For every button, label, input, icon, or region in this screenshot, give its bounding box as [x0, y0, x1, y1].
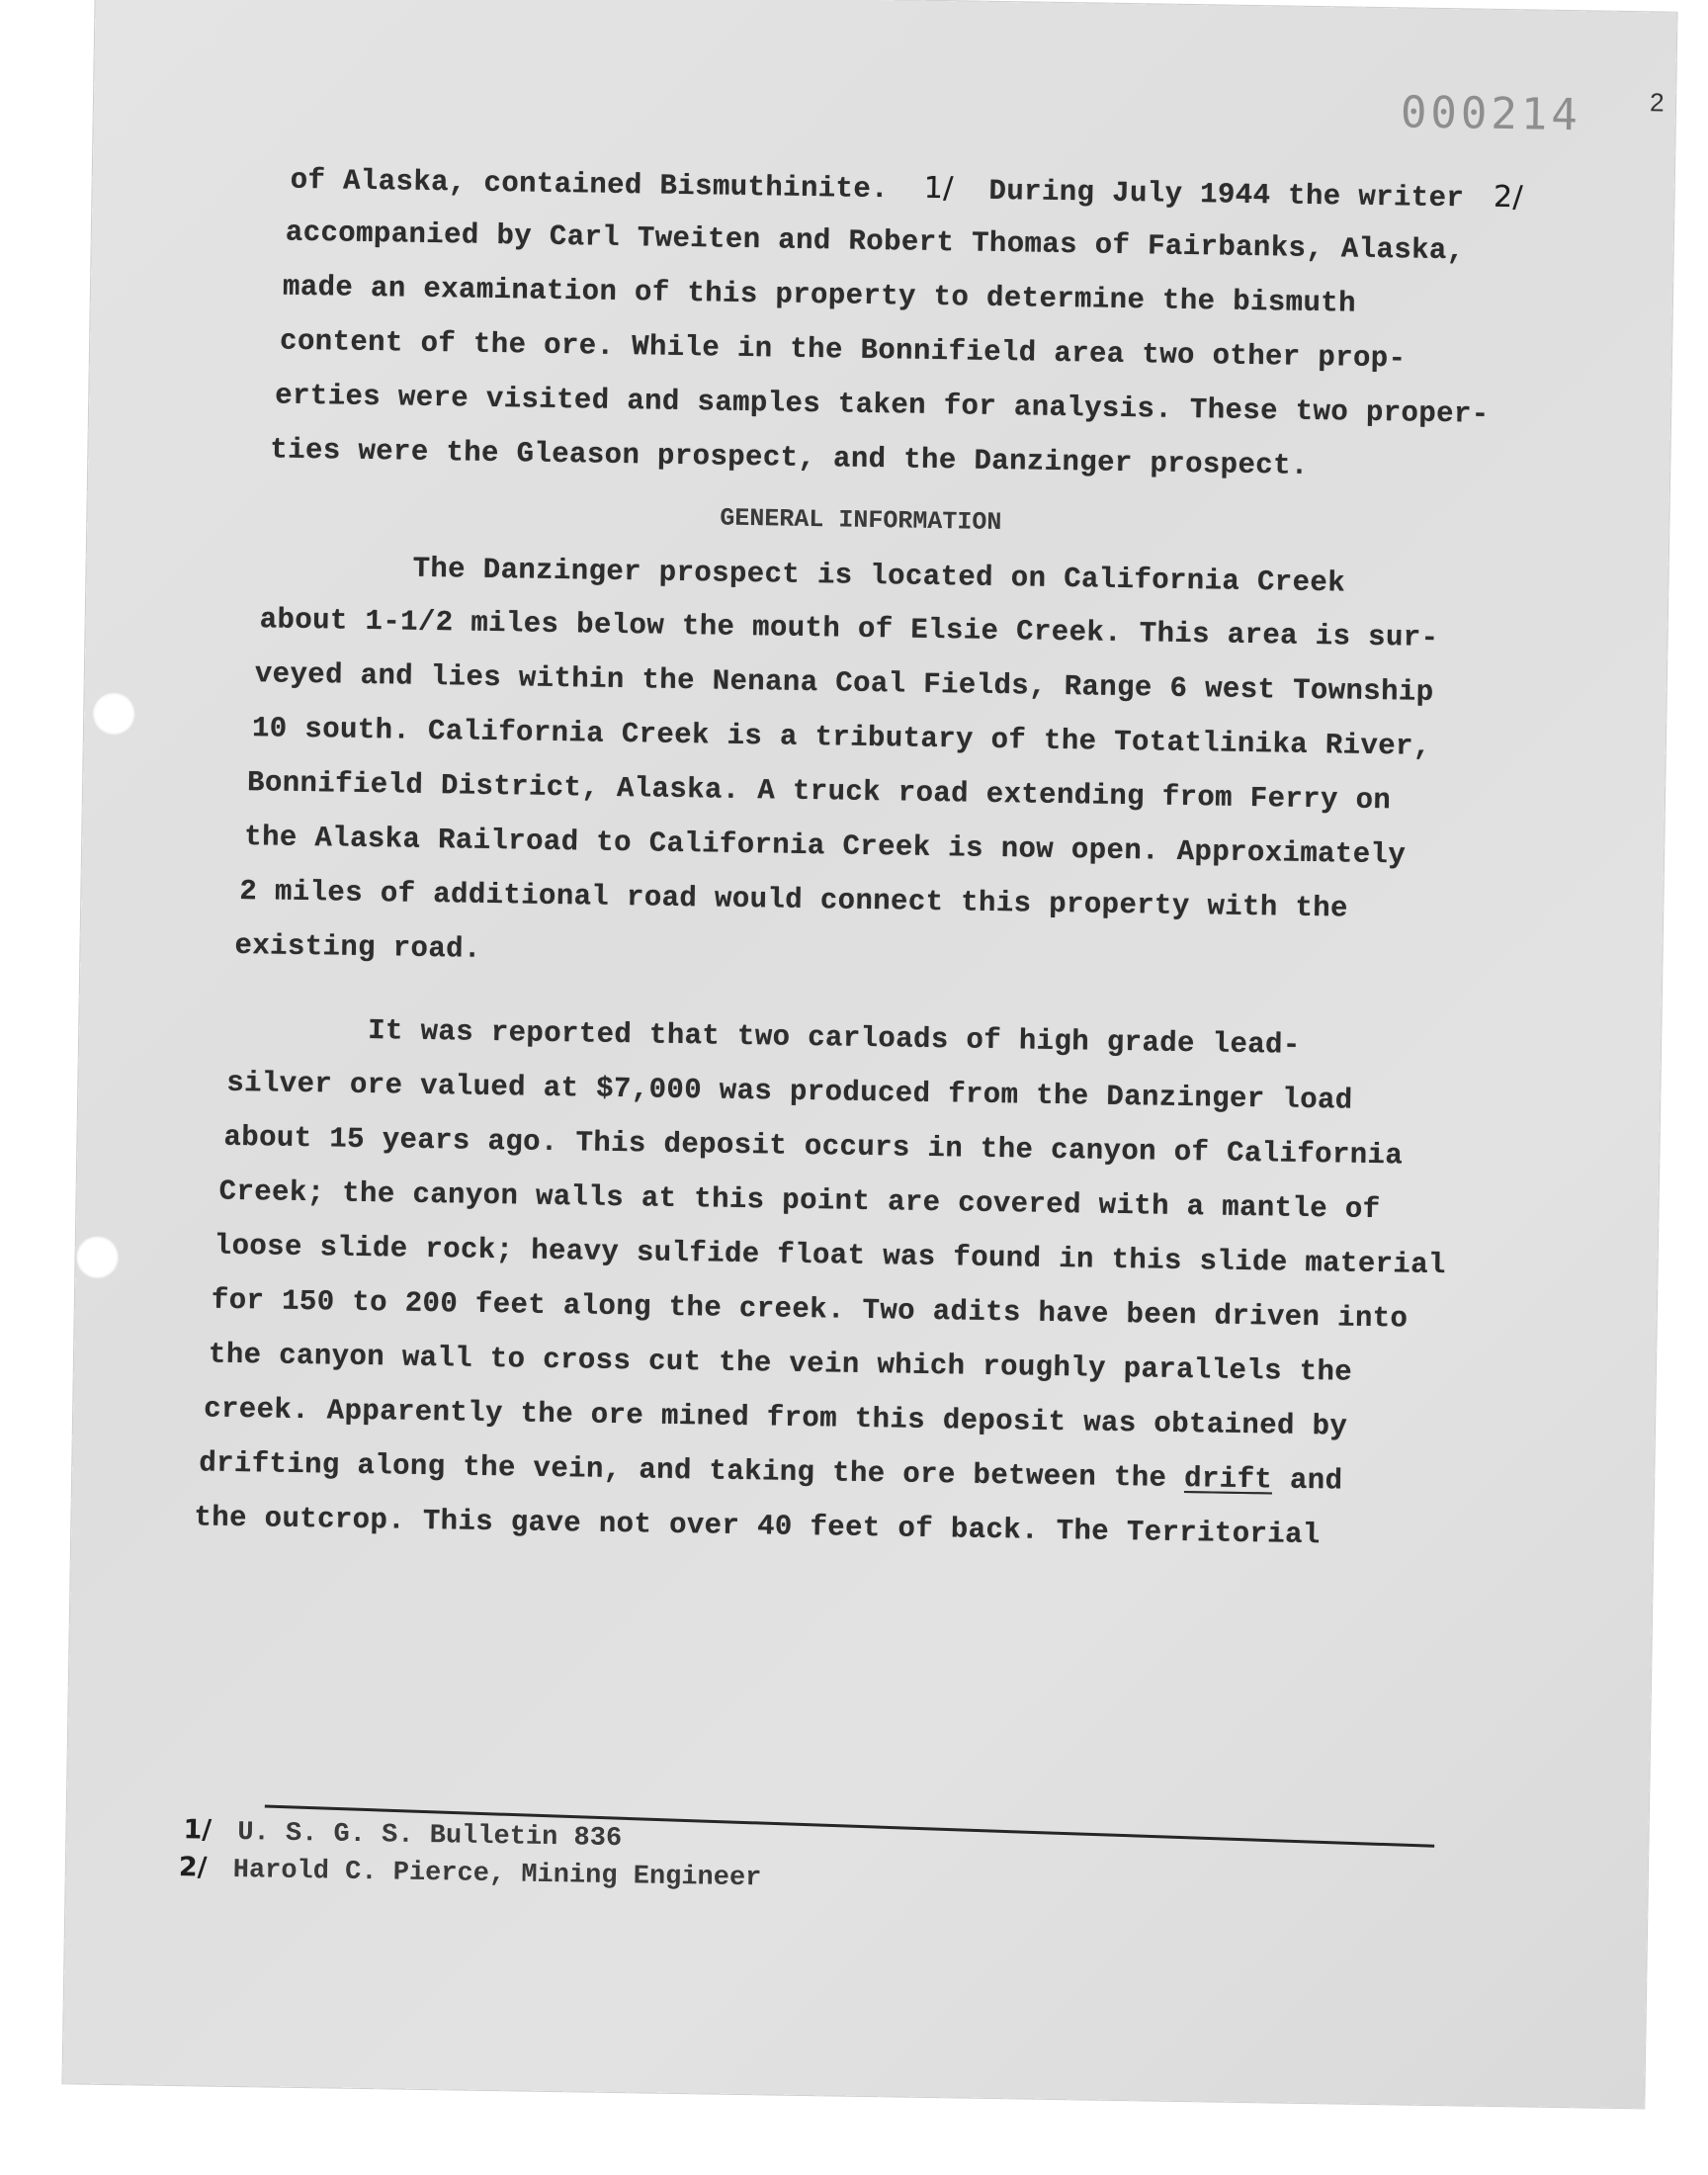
intro-line-text: of Alaska, contained Bismuthinite. — [290, 163, 890, 207]
paragraph-line: the Alaska Railroad to California Creek is now open. Approximately — [244, 821, 1407, 872]
paragraph-line: veyed and lies within the Nenana Coal Fields, Range 6 west Township — [254, 657, 1434, 709]
paragraph-line-text: and — [1289, 1463, 1343, 1498]
punch-hole-upper — [92, 692, 136, 737]
paper-sheet — [62, 0, 1676, 2108]
paragraph-line: about 1-1/2 miles below the mouth of Elsie Creek. This area is sur- — [259, 603, 1439, 654]
paragraph-line: Creek; the canyon walls at this point are covered with a mantle of — [218, 1174, 1381, 1227]
section-heading: GENERAL INFORMATION — [720, 503, 1002, 538]
page-number: 2 — [1649, 87, 1665, 118]
intro-line-text: During July 1944 the writer — [988, 174, 1465, 216]
paragraph-line-text: drifting along the vein, and taking the ore between the — [199, 1446, 1167, 1495]
underlined-word-drift: drift — [1183, 1462, 1273, 1497]
footnote — [179, 1852, 762, 1893]
paragraph-line: 2 miles of additional road would connect this property with the — [239, 874, 1349, 925]
paragraph-line: It was reported that two carloads of high grade lead- — [367, 1014, 1301, 1062]
paragraph-line: the canyon wall to cross cut the vein which roughly parallels the — [208, 1338, 1353, 1389]
paragraph-line: creek. Apparently the ore mined from this deposit was obtained by — [203, 1392, 1348, 1443]
footnote-number: 2/ — [178, 1852, 208, 1883]
footnote-ref-2: 2/ — [1493, 179, 1524, 216]
paragraph-line: existing road. — [234, 928, 482, 966]
punch-hole-lower — [75, 1235, 120, 1279]
footnote-number: 1/ — [183, 1814, 213, 1846]
document-number-stamp: 000214 — [1400, 87, 1582, 141]
footnote-ref-1: 1/ — [923, 170, 955, 207]
paragraph-line: The Danzinger prospect is located on California Creek — [412, 552, 1346, 600]
intro-line: content of the ore. While in the Bonnifield area two other prop- — [279, 324, 1407, 376]
paragraph-line: the outcrop. This gave not over 40 feet of back. The Territorial — [194, 1501, 1321, 1552]
intro-line — [290, 161, 1523, 217]
intro-line: accompanied by Carl Tweiten and Robert Thomas of Fairbanks, Alaska, — [285, 216, 1465, 268]
paragraph-line: silver ore valued at $7,000 was produced from the Danzinger load — [226, 1066, 1353, 1117]
intro-line: made an examination of this property to determine the bismuth — [282, 270, 1357, 320]
paragraph-line: for 150 to 200 feet along the creek. Two adits have been driven into — [211, 1283, 1409, 1336]
paragraph-line: loose slide rock; heavy sulfide float was found in this slide material — [214, 1229, 1447, 1282]
paragraph-line: 10 south. California Creek is a tributary of the Totatlinika River, — [251, 712, 1431, 763]
paragraph-line — [199, 1446, 1343, 1497]
paragraph-line: about 15 years ago. This deposit occurs in the canyon of California — [223, 1120, 1404, 1173]
footnote-text: Harold C. Pierce, Mining Engineer — [232, 1855, 762, 1894]
intro-line: erties were visited and samples taken for analysis. These two proper- — [275, 379, 1490, 431]
paragraph-line: Bonnifield District, Alaska. A truck road extending from Ferry on — [246, 766, 1392, 818]
intro-line: ties were the Gleason prospect, and the Danzinger prospect. — [270, 433, 1309, 482]
footnote-text: U. S. G. S. Bulletin 836 — [237, 1818, 623, 1855]
footnote — [183, 1814, 622, 1854]
